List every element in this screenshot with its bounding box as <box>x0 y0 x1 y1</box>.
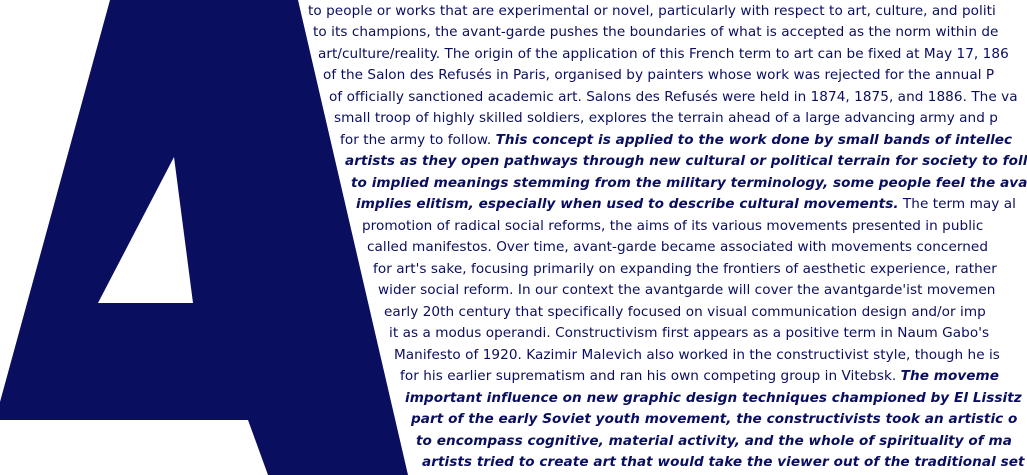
text-run-emphasis: part of the early Soviet youth movement, the constructivists took an artistic o <box>411 411 1018 427</box>
text-run: to its champions, the avant-garde pushes the boundaries of what is accepted as the norm within de <box>313 24 999 40</box>
text-line <box>334 108 998 130</box>
text-run: promotion of radical social reforms, the aims of its various movements presented in public <box>362 218 984 234</box>
text-line <box>329 87 1018 109</box>
text-run-emphasis: This concept is applied to the work done by small bands of intellec <box>495 132 1013 148</box>
text-run: Manifesto of 1920. Kazimir Malevich also worked in the constructivist style, though he is <box>394 347 1000 363</box>
text-line <box>422 452 1025 474</box>
text-run-emphasis: The moveme <box>900 368 1000 384</box>
text-line <box>389 323 989 345</box>
text-run: of the Salon des Refusés in Paris, organised by painters whose work was rejected for the annual P <box>323 67 995 83</box>
text-run: for art's sake, focusing primarily on expanding the frontiers of aesthetic experience, rather <box>373 261 997 277</box>
text-line <box>323 65 994 87</box>
text-run-emphasis: artists tried to create art that would take the viewer out of the traditional set <box>422 454 1025 470</box>
text-run-emphasis: to encompass cognitive, material activity, and the whole of spirituality of ma <box>416 433 1012 449</box>
text-run: wider social reform. In our context the avantgarde will cover the avantgarde'ist movemen <box>378 282 996 298</box>
text-line <box>308 1 996 23</box>
text-line <box>405 388 1022 410</box>
text-run: for the army to follow. <box>340 132 496 148</box>
text-line <box>345 151 1027 173</box>
text-line <box>411 409 1017 431</box>
text-run: of officially sanctioned academic art. Salons des Refusés were held in 1874, 1875, and 1886. The va <box>329 89 1018 105</box>
text-run: small troop of highly skilled soldiers, explores the terrain ahead of a large advancing army and p <box>334 110 998 126</box>
text-line <box>313 22 998 44</box>
text-run: early 20th century that specifically focused on visual communication design and/or imp <box>384 304 986 320</box>
text-run: for his earlier suprematism and ran his own competing group in Vitebsk. <box>400 368 901 384</box>
text-line <box>400 366 999 388</box>
text-run: it as a modus operandi. Constructivism first appears as a positive term in Naum Gabo's <box>389 325 990 341</box>
text-line <box>373 259 997 281</box>
text-line <box>362 216 983 238</box>
text-line <box>367 237 988 259</box>
text-line <box>416 431 1012 453</box>
text-line <box>394 345 1000 367</box>
text-run-emphasis: implies elitism, especially when used to describe cultural movements. <box>356 196 899 212</box>
text-run-emphasis: artists as they open pathways through new cultural or political terrain for society to foll <box>345 153 1027 169</box>
text-line <box>318 44 1009 66</box>
text-run: called manifestos. Over time, avant-garde became associated with movements concerned <box>367 239 989 255</box>
text-line <box>340 130 1012 152</box>
text-run-emphasis: to implied meanings stemming from the military terminology, some people feel the ava <box>351 175 1027 191</box>
text-line <box>378 280 995 302</box>
text-line <box>351 173 1027 195</box>
text-line <box>356 194 1016 216</box>
text-run: The term may al <box>898 196 1016 212</box>
text-run-emphasis: important influence on new graphic design techniques championed by El Lissitz <box>405 390 1022 406</box>
text-line <box>384 302 986 324</box>
text-run: art/culture/reality. The origin of the application of this French term to art can be fixed at May 17, 186 <box>318 46 1009 62</box>
text-run: to people or works that are experimental or novel, particularly with respect to art, culture, and politi <box>308 3 996 19</box>
